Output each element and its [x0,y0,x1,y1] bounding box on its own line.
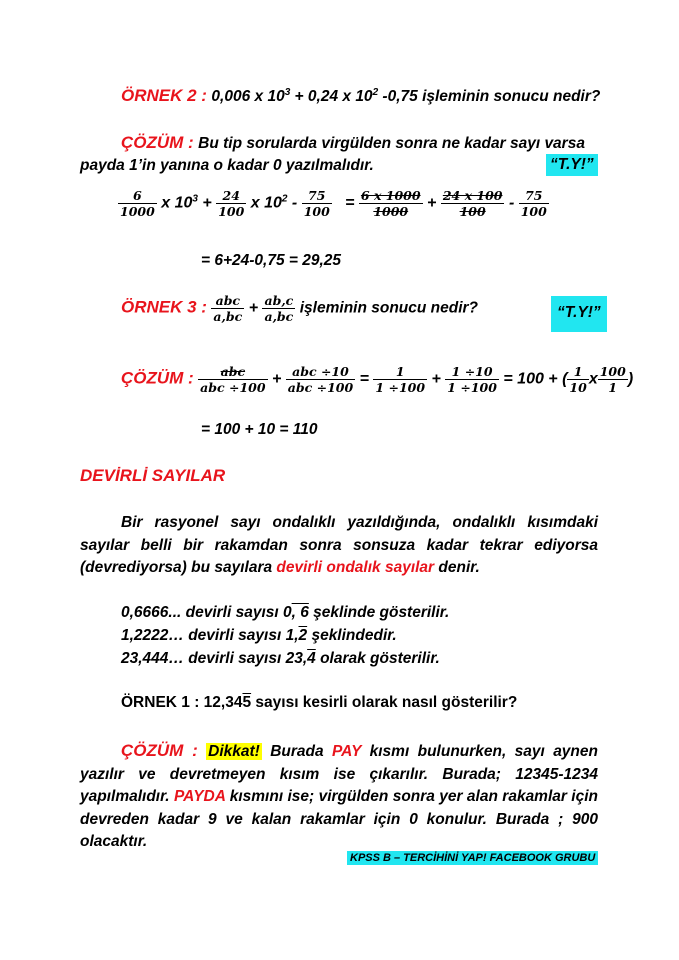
frac-c2-2: $\frac{\text{abc ÷10}}{\text{abc ÷100}}$ [287,364,354,395]
ornek2-line [121,86,600,106]
frac-24x100-100: $\frac{24 x 100}{100}$ [442,188,503,219]
payda-word: PAYDA [173,788,226,805]
frac-c2-5: $\frac{1}{10}$ [569,364,587,395]
result-1: = 6+24-0,75 = 29,25 [201,252,342,269]
footer-badge: KPSS B – TERCİHİNİ YAP! FACEBOOK GRUBU [347,851,598,865]
frac-75-100: $\frac{75}{100}$ [303,188,330,219]
cozum2-line: ÇÖZÜM : $\frac{\text{abc}}{\text{abc ÷100}}$ + $\frac{\text{abc ÷10}}{\text{abc ÷100}}$ = $\frac{1}{1 \div 100}$ + $\frac{1 \div 10}{1 \div 100}$ = 100 + ( $\frac{1}{10}$ x $\frac{100}{1}$ ) [121,364,634,395]
example-1: 0,6666... devirli sayısı 0, 6 şeklinde gösterilir. [121,604,450,621]
ornek3-line: ÖRNEK 3 : $\frac{\text{abc}}{a,bc}$ + $\frac{ab,c}{a,bc}$ işleminin sonucu nedir? [121,293,479,324]
ty-badge-2: “T.Y!” [551,296,607,332]
cozum3-paragraph: ÇÖZÜM : Dikkat! Burada PAY kısmı bulunurken, sayı aynen yazılır ve devretmeyen kısım ise çıkarılır. Burada; 12345-1234 yapılmalıdır. PAYDA kısmını ise; virgülden sonra yer alan rakamlar için devreden kadar 9 ve kalan rakamlar için 0 konulur. Burada ; 900 olacaktır. [80,741,598,850]
equation-1: $\frac{6}{1000}$ x $10^3$ + $\frac{24}{100}$ x $10^2$ - $\frac{75}{100}$ = $\frac{6 x 1000}{1000}$ + $\frac{24 x 100}{100}$ - $\frac{75}{100}$ [120,188,547,219]
frac-c2-6: $\frac{100}{1}$ [599,364,626,395]
pay-word: PAY [331,743,362,760]
frac-24-100: $\frac{24}{100}$ [218,188,245,219]
example-3: 23,444… devirli sayısı 23,4 olarak gösterilir. [121,650,440,667]
frac-c2-4: $\frac{1 \div 10}{1 \div 100}$ [447,364,497,395]
frac-abc-a-bc: $\frac{\text{abc}}{a,bc}$ [213,293,243,324]
frac-6-1000: $\frac{6}{1000}$ [120,188,155,219]
devirli-heading: DEVİRLİ SAYILAR [80,466,226,485]
cozum1-label: ÇÖZÜM : [121,133,194,152]
cozum3-label: ÇÖZÜM : [121,741,198,760]
frac-75-100-b: $\frac{75}{100}$ [520,188,547,219]
cozum1-line1 [121,133,585,153]
ornek3-label: ÖRNEK 3 : [121,297,207,317]
dikkat-highlight: Dikkat! [208,743,260,760]
devirli-paragraph: Bir rasyonel sayı ondalıklı yazıldığında, ondalıklı kısımdaki sayılar belli bir rakamdan sonra sonsuza kadar tekrar ediyorsa (devrediyorsa) bu sayılara devirli ondalık sayılar denir. [80,514,598,576]
cozum1-text1: Bu tip sorularda virgülden sonra ne kadar sayı varsa [198,135,585,152]
frac-6x1000-1000: $\frac{6 x 1000}{1000}$ [360,188,421,219]
ornek2-question: 0,006 x $10^3 + 0,24$ x $10^2$ -0,75 işleminin sonucu nedir? [211,86,601,105]
ornek2-label: ÖRNEK 2 : [121,86,207,105]
ornek1-line: ÖRNEK 1 : 12,345 sayısı kesirli olarak nasıl gösterilir? [121,694,518,711]
example-2: 1,2222… devirli sayısı 1,2 şeklindedir. [121,627,397,644]
frac-c2-3: $\frac{1}{1 \div 100}$ [375,364,426,395]
frac-c2-1: $\frac{\text{abc}}{\text{abc ÷100}}$ [200,364,266,395]
cozum1-text2: payda 1’in yanına o kadar 0 yazılmalıdır. [80,157,374,174]
cozum2-label: ÇÖZÜM : [121,368,194,388]
result-2: = 100 + 10 = 110 [201,421,318,438]
ty-badge-1: “T.Y!” [546,154,598,176]
frac-ab-c-a-bc: $\frac{ab,c}{a,bc}$ [264,293,294,324]
